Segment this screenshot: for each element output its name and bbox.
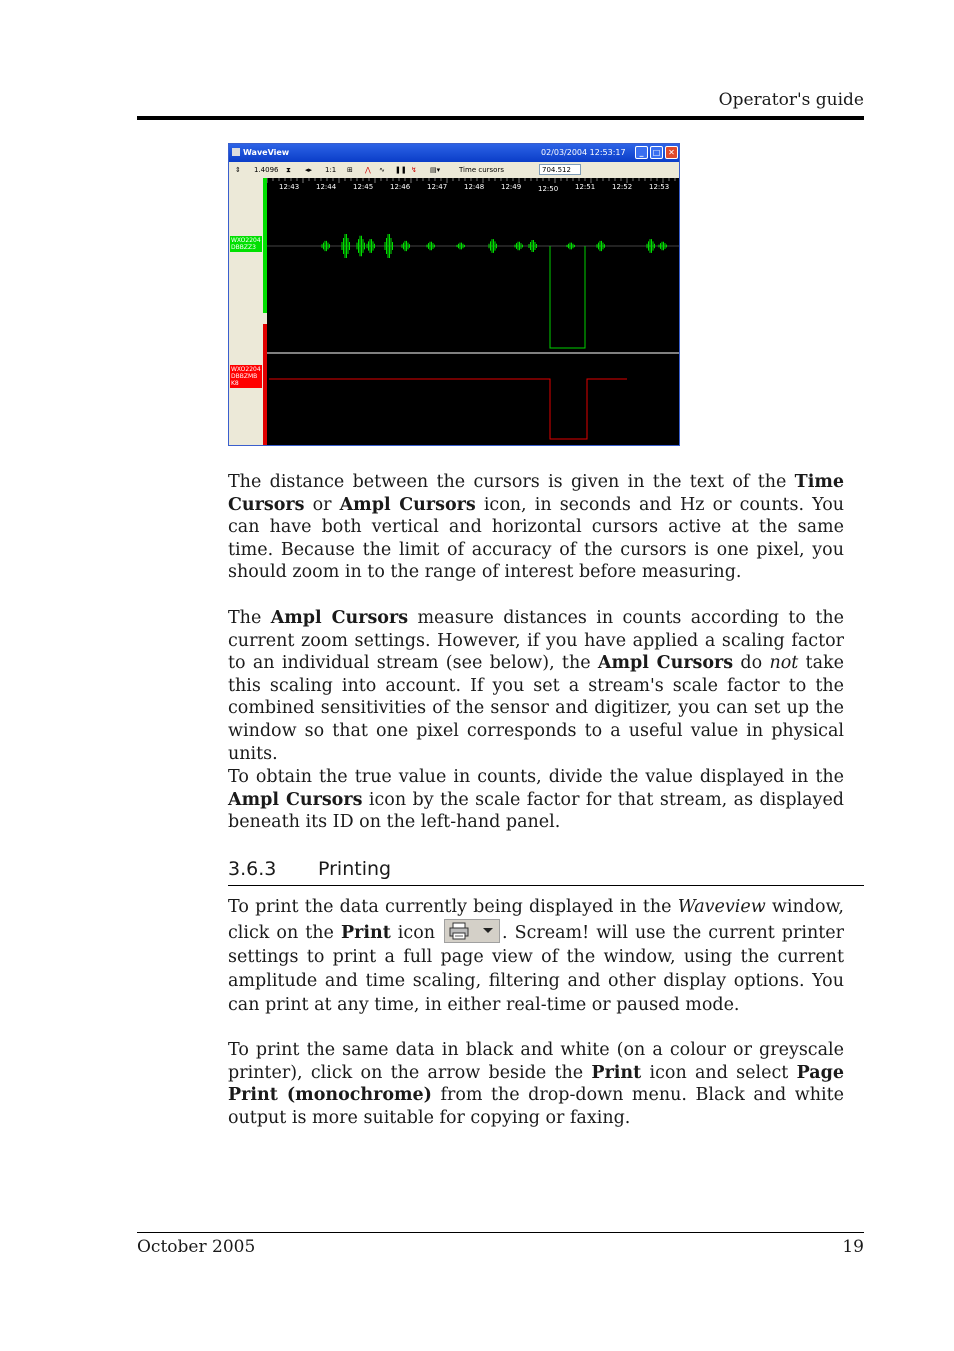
paragraph-true-value <box>228 766 844 834</box>
text-run: or <box>304 494 340 515</box>
italic-term: Waveview <box>677 897 766 917</box>
zoom-ratio[interactable]: 1.4096 <box>254 166 279 174</box>
footer-date: October 2005 <box>137 1237 256 1257</box>
channel-1-step <box>550 246 585 348</box>
bold-term: Ampl Cursors <box>228 789 363 810</box>
pause-icon[interactable]: ❚❚ <box>395 166 407 174</box>
waveform-plot[interactable] <box>267 178 679 445</box>
section-number: 3.6.3 <box>228 858 277 880</box>
updown-icon[interactable]: ⇕ <box>235 166 241 174</box>
text-run: measure distances in counts according to the current zoom settings. However, if you have applied a scaling factor to an individual stream (see below), the <box>228 608 844 674</box>
record-icon[interactable]: ↯ <box>411 166 417 174</box>
time-tick-label: 12:49 <box>501 183 522 191</box>
bold-term: Ampl Cursors <box>339 494 476 515</box>
scale-ratio[interactable]: 1:1 <box>325 166 337 174</box>
text-run: icon by the scale factor for that stream, as displayed beneath its ID on the left-hand panel. <box>228 789 844 833</box>
maximize-icon[interactable]: □ <box>650 146 663 159</box>
window-titlebar <box>229 144 679 162</box>
paragraph-printing <box>228 895 844 1017</box>
footer-rule <box>137 1232 864 1233</box>
chevron-down-icon <box>445 920 499 942</box>
text-run: To print the data currently being displayed in the <box>228 897 678 917</box>
italic-term: not <box>769 653 799 674</box>
paragraph-monochrome <box>228 1039 844 1129</box>
printer-icon[interactable]: ▤▾ <box>430 166 441 174</box>
cursor-value: 704.512 <box>539 164 581 175</box>
channel-2-trace <box>269 379 627 439</box>
time-tick-label: 12:46 <box>390 183 411 191</box>
channel-panel <box>229 178 267 445</box>
bold-term: Print <box>591 1062 642 1083</box>
time-tick-label: 12:53 <box>649 183 670 191</box>
text-run: icon, in seconds and Hz or counts. You can have both vertical and horizontal cursors active at the same time. Because the limit of accuracy of the cursors is one pixel, you should zoom in to the range of interest before measuring. <box>228 494 844 583</box>
time-tick-label: 12:45 <box>353 183 374 191</box>
minimize-icon[interactable]: _ <box>635 146 648 159</box>
window-title: WaveView <box>243 148 290 157</box>
zoom-y-icon[interactable]: ⧗ <box>286 166 291 174</box>
waveview-screenshot <box>228 143 680 446</box>
section-title: Printing <box>318 858 392 880</box>
bold-term: Page Print (monochrome) <box>228 1062 844 1106</box>
time-axis <box>267 178 675 193</box>
app-icon <box>232 148 240 156</box>
text-run: window, click on the <box>228 897 844 943</box>
text-run: do <box>733 653 770 674</box>
close-icon[interactable]: ✕ <box>665 146 678 159</box>
time-tick-label: 12:48 <box>464 183 485 191</box>
text-run: icon <box>390 923 443 943</box>
paragraph-cursor-distance <box>228 471 844 584</box>
text-run: from the drop-down menu. Black and white output is more suitable for copying or faxing. <box>228 1085 844 1128</box>
header-rule <box>137 116 864 120</box>
cursor-mode[interactable]: Time cursors <box>459 166 504 174</box>
time-tick-label: 12:50 <box>538 185 559 193</box>
wave-icon[interactable]: ∿ <box>379 166 385 174</box>
page-number: 19 <box>842 1237 864 1257</box>
running-header: Operator's guide <box>718 90 864 110</box>
bold-term: Print <box>340 923 391 943</box>
bold-term: Ampl Cursors <box>270 608 409 628</box>
time-tick-label: 12:44 <box>316 183 337 191</box>
time-cursor-icon[interactable]: ⊞ <box>347 166 353 174</box>
text-run: The distance between the cursors is given in the text of the <box>228 472 795 492</box>
text-run: . Scream! will use the current printer settings to print a full page view of the window, using the current amplitude and time scaling, filtering and other display options. You can print at any time, in either real-time or paused mode. <box>228 923 844 1015</box>
time-tick-label: 12:43 <box>279 183 300 191</box>
window-datetime: 02/03/2004 12:53:17 <box>541 148 626 157</box>
time-tick-label: 12:52 <box>612 183 633 191</box>
print-button-image <box>444 919 500 943</box>
bold-term: Time Cursors <box>228 472 844 515</box>
waveview-toolbar <box>229 162 679 178</box>
text-run: To print the same data in black and white (on a colour or greyscale printer), click on the arrow beside the <box>228 1040 844 1083</box>
time-tick-label: 12:47 <box>427 183 448 191</box>
bold-term: Ampl Cursors <box>597 653 734 674</box>
time-tick-label: 12:51 <box>575 183 596 191</box>
text-run: icon and select <box>641 1062 797 1083</box>
text-run: The <box>228 608 271 628</box>
filter-icon[interactable]: ⋀ <box>365 166 371 174</box>
section-heading <box>228 858 864 886</box>
paragraph-ampl-cursors <box>228 607 844 765</box>
zoom-x-icon[interactable]: ◂▸ <box>305 166 313 174</box>
text-run: To obtain the true value in counts, divide the value displayed in the <box>228 767 844 787</box>
channel-1-label[interactable]: WXO2204 DBBZZ3 <box>231 237 261 251</box>
channel-2-label[interactable]: WXO2204 DBBZMB K8 <box>231 366 261 387</box>
text-run: take this scaling into account. If you set a stream's scale factor to the combined sensitivities of the sensor and digitizer, you can set up the window so that one pixel corresponds to a useful value in physical units. <box>228 653 844 764</box>
